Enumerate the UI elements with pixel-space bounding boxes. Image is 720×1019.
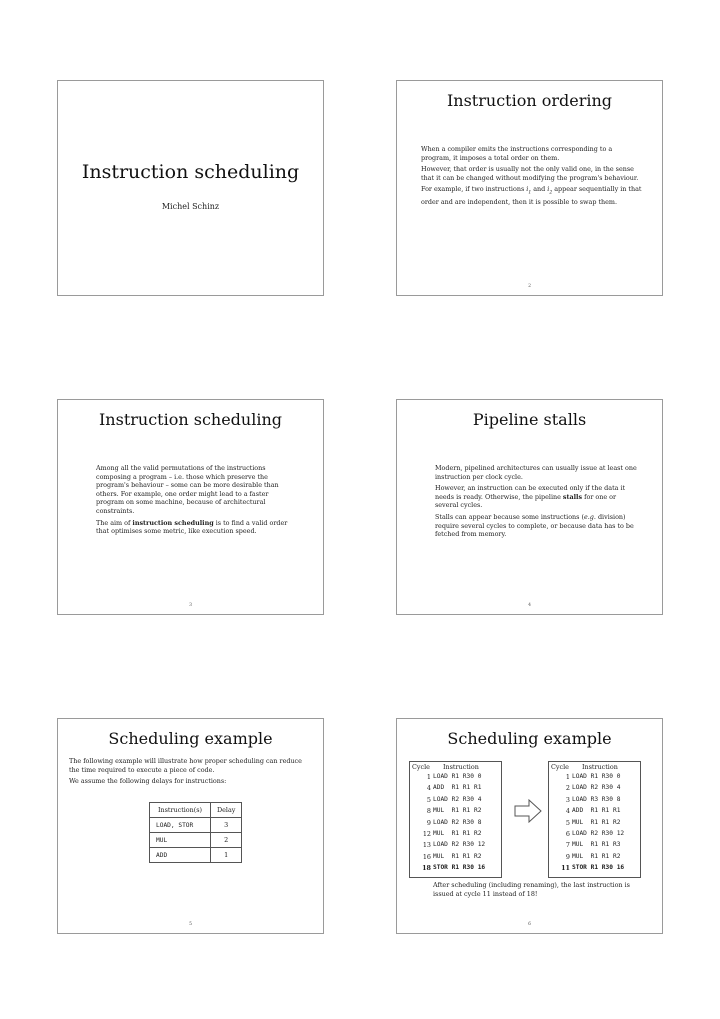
table-cell: 1 [211,848,242,863]
page-number: 4 [528,603,531,608]
table-row [150,818,242,833]
schedule-row [549,807,642,818]
cycle-cell: 16 [422,852,431,861]
footnote: After scheduling (including renaming), the last instruction is issued at cycle 11 instead of 18! [433,881,630,898]
text: The aim of [96,518,133,527]
bold-term: instruction scheduling [132,518,214,527]
schedule-before [409,761,502,878]
col-cycle: Cycle [551,763,569,771]
emphasis: e.g. [583,512,596,521]
cycle-cell: 6 [565,830,570,838]
table-cell: LOAD, STOR [150,818,211,833]
schedule-row [410,853,503,864]
cycle-cell: 5 [426,795,431,804]
instruction-cell: MUL R1 R1 R2 [433,807,482,815]
slide-4 [396,399,663,615]
page-number: 2 [528,284,531,289]
delay-table [149,802,242,863]
instruction-cell: STOR R1 R30 16 [433,864,486,872]
instruction-cell: MUL R1 R1 R2 [433,852,482,860]
paragraph [435,484,641,510]
instruction-cell: LOAD R2 R30 4 [572,784,621,792]
table-cell: 3 [211,818,242,833]
cycle-cell: 7 [565,841,570,850]
bold-term: stalls [562,492,583,501]
text: and [531,185,548,194]
slide-body [96,464,292,539]
schedule-row [410,807,503,818]
arrow-right-icon [514,799,542,823]
page-number: 5 [189,922,192,927]
text: appear sequentially in that order and are independent, then it is possible to swap them. [421,185,642,207]
cycle-cell: 9 [426,818,431,827]
cycle-cell: 13 [422,841,431,850]
page-number: 3 [189,603,192,608]
slide-title: Pipeline stalls [472,410,587,429]
paragraph: When a compiler emits the instructions corresponding to a program, it imposes a total order on them. [421,145,613,162]
schedule-row [410,864,503,875]
instruction-cell: LOAD R2 R30 12 [572,830,625,837]
table-cell: ADD [150,848,211,863]
instruction-cell: STOR R1 R30 16 [572,864,625,872]
text: However, an instruction can be executed only if the data it needs is ready. Otherwise, the pipeline [435,484,626,501]
cycle-cell: 3 [565,795,570,804]
col-instruction: Instruction [443,763,479,771]
page-number: 6 [528,922,531,927]
math-i2: $i_2$ [547,185,553,196]
table-header: Delay [211,803,242,818]
cycle-cell: 11 [561,864,570,873]
instruction-cell: LOAD R2 R30 8 [433,818,482,826]
instruction-cell: LOAD R1 R30 0 [433,773,482,780]
slide-body [421,145,643,210]
schedule-row [549,841,642,852]
schedule-row [549,784,642,795]
text: is to find a valid order that optimises some metric, like execution speed. [96,518,288,536]
text: for one or several cycles. [435,492,617,510]
cover-author: Michel Schinz [161,202,220,211]
table-cell: MUL [150,833,211,848]
cycle-cell: 2 [565,784,570,793]
instruction-cell: LOAD R2 R30 12 [433,841,486,849]
cycle-cell: 1 [565,773,570,781]
paragraph: However, that order is usually not the only valid one, in the sense that it can be changed without modifying the program's behaviour. [421,165,639,182]
slide-body [69,757,309,789]
schedule-row [410,830,503,841]
schedule-row [549,830,642,841]
slide-5 [57,718,324,934]
cover-title: Instruction scheduling [81,161,300,183]
schedule-row [410,796,503,807]
cycle-cell: 1 [426,773,431,781]
instruction-cell: LOAD R1 R30 0 [572,773,621,780]
instruction-cell: MUL R1 R1 R2 [572,852,621,860]
schedule-row [410,819,503,830]
instruction-cell: MUL R1 R1 R3 [572,841,621,849]
schedule-row [549,853,642,864]
paragraph: We assume the following delays for instructions: [69,777,227,786]
cycle-cell: 4 [565,807,570,816]
math-i1: $i_1$ [526,185,532,196]
slide-title: Instruction scheduling [98,410,283,429]
slide-title: Scheduling example [447,729,612,748]
col-instruction: Instruction [582,763,618,771]
paragraph [96,519,292,536]
paragraph [435,513,641,539]
cycle-cell: 12 [422,830,431,838]
cycle-cell: 5 [565,818,570,827]
table-row [150,848,242,863]
table-cell: 2 [211,833,242,848]
instruction-cell: ADD R1 R1 R1 [433,784,482,792]
slide-title: Instruction ordering [446,91,613,110]
instruction-cell: MUL R1 R1 R2 [433,830,482,837]
slide-body [435,464,641,542]
cycle-cell: 4 [426,784,431,793]
schedule-row [410,773,503,784]
table-row [150,833,242,848]
cycle-cell: 9 [565,852,570,861]
cycle-cell: 8 [426,807,431,816]
instruction-cell: LOAD R3 R30 8 [572,795,621,803]
instruction-cell: MUL R1 R1 R2 [572,818,621,826]
slide-2 [396,80,663,296]
paragraph: Modern, pipelined architectures can usually issue at least one instruction per clock cycle. [435,464,637,481]
slide-6 [396,718,663,934]
slide-title: Scheduling example [108,729,273,748]
text: division) require several cycles to complete, or because data has to be fetched from memory. [435,512,634,539]
cycle-cell: 18 [422,864,431,873]
col-cycle: Cycle [412,763,430,771]
instruction-cell: ADD R1 R1 R1 [572,807,621,815]
slide-1 [57,80,324,296]
schedule-after [548,761,641,878]
schedule-row [549,864,642,875]
text: For example, if two instructions [421,185,527,194]
table-header: Instruction(s) [150,803,211,818]
paragraph: The following example will illustrate how proper scheduling can reduce the time required to execute a piece of code. [69,757,302,774]
paragraph [421,185,643,206]
schedule-row [549,796,642,807]
schedule-row [410,784,503,795]
text: Stalls can appear because some instructions ( [435,512,584,521]
schedule-row [549,773,642,784]
slide-3 [57,399,324,615]
schedule-row [410,841,503,852]
paragraph: Among all the valid permutations of the instructions composing a program – i.e. those which preserve the program's behaviour – some can be more desirable than others. For example, one order might lead to a faster program on some machine, because of architectural constraints. [96,464,279,515]
schedule-row [549,819,642,830]
instruction-cell: LOAD R2 R30 4 [433,795,482,803]
